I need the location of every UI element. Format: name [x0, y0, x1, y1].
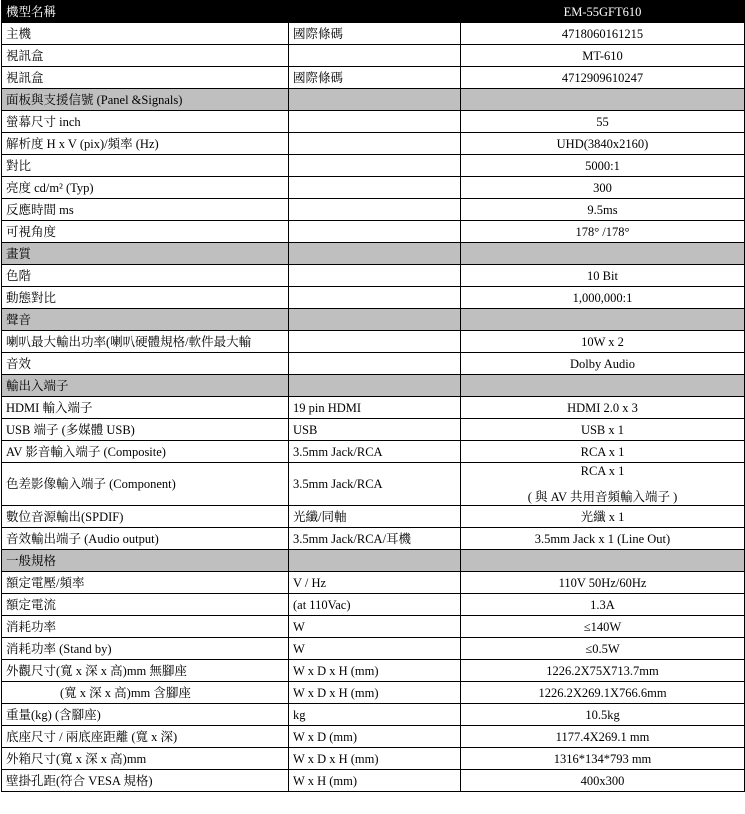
section-header-audio	[2, 309, 745, 331]
table-row	[2, 177, 745, 199]
row-unit	[289, 133, 461, 155]
table-row-component	[2, 463, 745, 506]
row-label: 亮度 cd/m² (Typ)	[2, 177, 289, 199]
table-row	[2, 506, 745, 528]
row-label: 消耗功率	[2, 616, 289, 638]
table-row	[2, 594, 745, 616]
row-label: 主機	[2, 23, 289, 45]
component-value: RCA x 1	[580, 464, 625, 478]
row-label: 色階	[2, 265, 289, 287]
row-value: 4712909610247	[461, 67, 745, 89]
row-value: 1177.4X269.1 mm	[461, 726, 745, 748]
row-value: 10 Bit	[461, 265, 745, 287]
table-row	[2, 748, 745, 770]
table-row	[2, 397, 745, 419]
table-row	[2, 199, 745, 221]
row-label: 反應時間 ms	[2, 199, 289, 221]
row-label: 對比	[2, 155, 289, 177]
row-unit: W	[289, 638, 461, 660]
table-row	[2, 133, 745, 155]
row-value: ≤0.5W	[461, 638, 745, 660]
row-unit: 國際條碼	[289, 67, 461, 89]
row-unit	[289, 353, 461, 375]
row-label: 外箱尺寸(寬 x 深 x 高)mm	[2, 748, 289, 770]
row-label: 螢幕尺寸 inch	[2, 111, 289, 133]
row-unit: W x D (mm)	[289, 726, 461, 748]
row-label: 額定電流	[2, 594, 289, 616]
section-title: 畫質	[2, 243, 289, 265]
table-row	[2, 353, 745, 375]
table-row	[2, 726, 745, 748]
row-value: USB x 1	[461, 419, 745, 441]
table-row	[2, 660, 745, 682]
table-row	[2, 155, 745, 177]
row-unit: W x D x H (mm)	[289, 660, 461, 682]
row-label: HDMI 輸入端子	[2, 397, 289, 419]
row-value: UHD(3840x2160)	[461, 133, 745, 155]
table-row	[2, 682, 745, 704]
section-title: 聲音	[2, 309, 289, 331]
table-row	[2, 441, 745, 463]
row-label: 解析度 H x V (pix)/頻率 (Hz)	[2, 133, 289, 155]
table-header-row	[2, 1, 745, 23]
row-label: 色差影像輸入端子 (Component)	[2, 463, 289, 506]
row-unit: 光纖/同軸	[289, 506, 461, 528]
row-unit	[289, 331, 461, 353]
row-value: RCA x 1	[461, 441, 745, 463]
row-value: 9.5ms	[461, 199, 745, 221]
header-label: 機型名稱	[2, 1, 289, 23]
row-value: 10.5kg	[461, 704, 745, 726]
row-label: (寬 x 深 x 高)mm 含腳座	[2, 682, 289, 704]
row-unit: 3.5mm Jack/RCA	[289, 463, 461, 506]
row-unit: (at 110Vac)	[289, 594, 461, 616]
row-unit: USB	[289, 419, 461, 441]
table-row	[2, 265, 745, 287]
row-unit	[289, 199, 461, 221]
row-label: AV 影音輸入端子 (Composite)	[2, 441, 289, 463]
row-value: 1,000,000:1	[461, 287, 745, 309]
row-value: 400x300	[461, 770, 745, 792]
row-label: 數位音源輸出(SPDIF)	[2, 506, 289, 528]
row-value: 1226.2X75X713.7mm	[461, 660, 745, 682]
row-label: 可視角度	[2, 221, 289, 243]
table-row	[2, 331, 745, 353]
model-name: EM-55GFT610	[461, 1, 745, 23]
row-unit: V / Hz	[289, 572, 461, 594]
table-row	[2, 221, 745, 243]
row-value: ≤140W	[461, 616, 745, 638]
table-row	[2, 572, 745, 594]
section-title: 輸出入端子	[2, 375, 289, 397]
row-value: 1316*134*793 mm	[461, 748, 745, 770]
row-label: 額定電壓/頻率	[2, 572, 289, 594]
section-header-panel	[2, 89, 745, 111]
row-unit: 國際條碼	[289, 23, 461, 45]
row-unit	[289, 155, 461, 177]
row-label: 視訊盒	[2, 45, 289, 67]
row-value: 4718060161215	[461, 23, 745, 45]
table-row	[2, 528, 745, 550]
row-unit	[289, 221, 461, 243]
row-unit: W x D x H (mm)	[289, 682, 461, 704]
row-label: 底座尺寸 / 兩底座距離 (寬 x 深)	[2, 726, 289, 748]
row-label: 喇叭最大輸出功率(喇叭硬體規格/軟件最大輸	[2, 331, 289, 353]
row-label: 音效輸出端子 (Audio output)	[2, 528, 289, 550]
row-unit: W	[289, 616, 461, 638]
table-row	[2, 23, 745, 45]
row-value: 5000:1	[461, 155, 745, 177]
row-value: HDMI 2.0 x 3	[461, 397, 745, 419]
section-title: 面板與支援信號 (Panel &Signals)	[2, 89, 289, 111]
header-unit	[289, 1, 461, 23]
row-label: 重量(kg) (含腳座)	[2, 704, 289, 726]
table-row	[2, 704, 745, 726]
row-unit	[289, 111, 461, 133]
table-row	[2, 45, 745, 67]
row-unit: kg	[289, 704, 461, 726]
table-row	[2, 419, 745, 441]
section-header-io	[2, 375, 745, 397]
row-label: 壁掛孔距(符合 VESA 規格)	[2, 770, 289, 792]
row-value: 10W x 2	[461, 331, 745, 353]
spec-table	[1, 0, 745, 792]
table-row	[2, 67, 745, 89]
row-unit: W x H (mm)	[289, 770, 461, 792]
table-row	[2, 111, 745, 133]
row-value: MT-610	[461, 45, 745, 67]
row-value: 1226.2X269.1X766.6mm	[461, 682, 745, 704]
row-label: 音效	[2, 353, 289, 375]
row-unit: 19 pin HDMI	[289, 397, 461, 419]
section-header-picture	[2, 243, 745, 265]
table-row	[2, 287, 745, 309]
row-value: Dolby Audio	[461, 353, 745, 375]
row-unit	[289, 287, 461, 309]
table-row	[2, 638, 745, 660]
row-value: 1.3A	[461, 594, 745, 616]
section-title: 一般規格	[2, 550, 289, 572]
row-unit: 3.5mm Jack/RCA	[289, 441, 461, 463]
component-note: ( 與 AV 共用音頻輸入端子 )	[527, 490, 678, 504]
row-label: 消耗功率 (Stand by)	[2, 638, 289, 660]
row-value: 110V 50Hz/60Hz	[461, 572, 745, 594]
row-value	[461, 463, 745, 506]
row-value: 178° /178°	[461, 221, 745, 243]
row-unit: W x D x H (mm)	[289, 748, 461, 770]
row-value: 55	[461, 111, 745, 133]
row-label: 視訊盒	[2, 67, 289, 89]
row-label: 動態對比	[2, 287, 289, 309]
table-row	[2, 770, 745, 792]
row-label: 外觀尺寸(寬 x 深 x 高)mm 無腳座	[2, 660, 289, 682]
row-unit	[289, 265, 461, 287]
row-unit	[289, 45, 461, 67]
row-label: USB 端子 (多媒體 USB)	[2, 419, 289, 441]
row-value: 300	[461, 177, 745, 199]
row-value: 光纖 x 1	[461, 506, 745, 528]
row-value: 3.5mm Jack x 1 (Line Out)	[461, 528, 745, 550]
row-unit	[289, 177, 461, 199]
row-unit: 3.5mm Jack/RCA/耳機	[289, 528, 461, 550]
table-row	[2, 616, 745, 638]
section-header-general	[2, 550, 745, 572]
